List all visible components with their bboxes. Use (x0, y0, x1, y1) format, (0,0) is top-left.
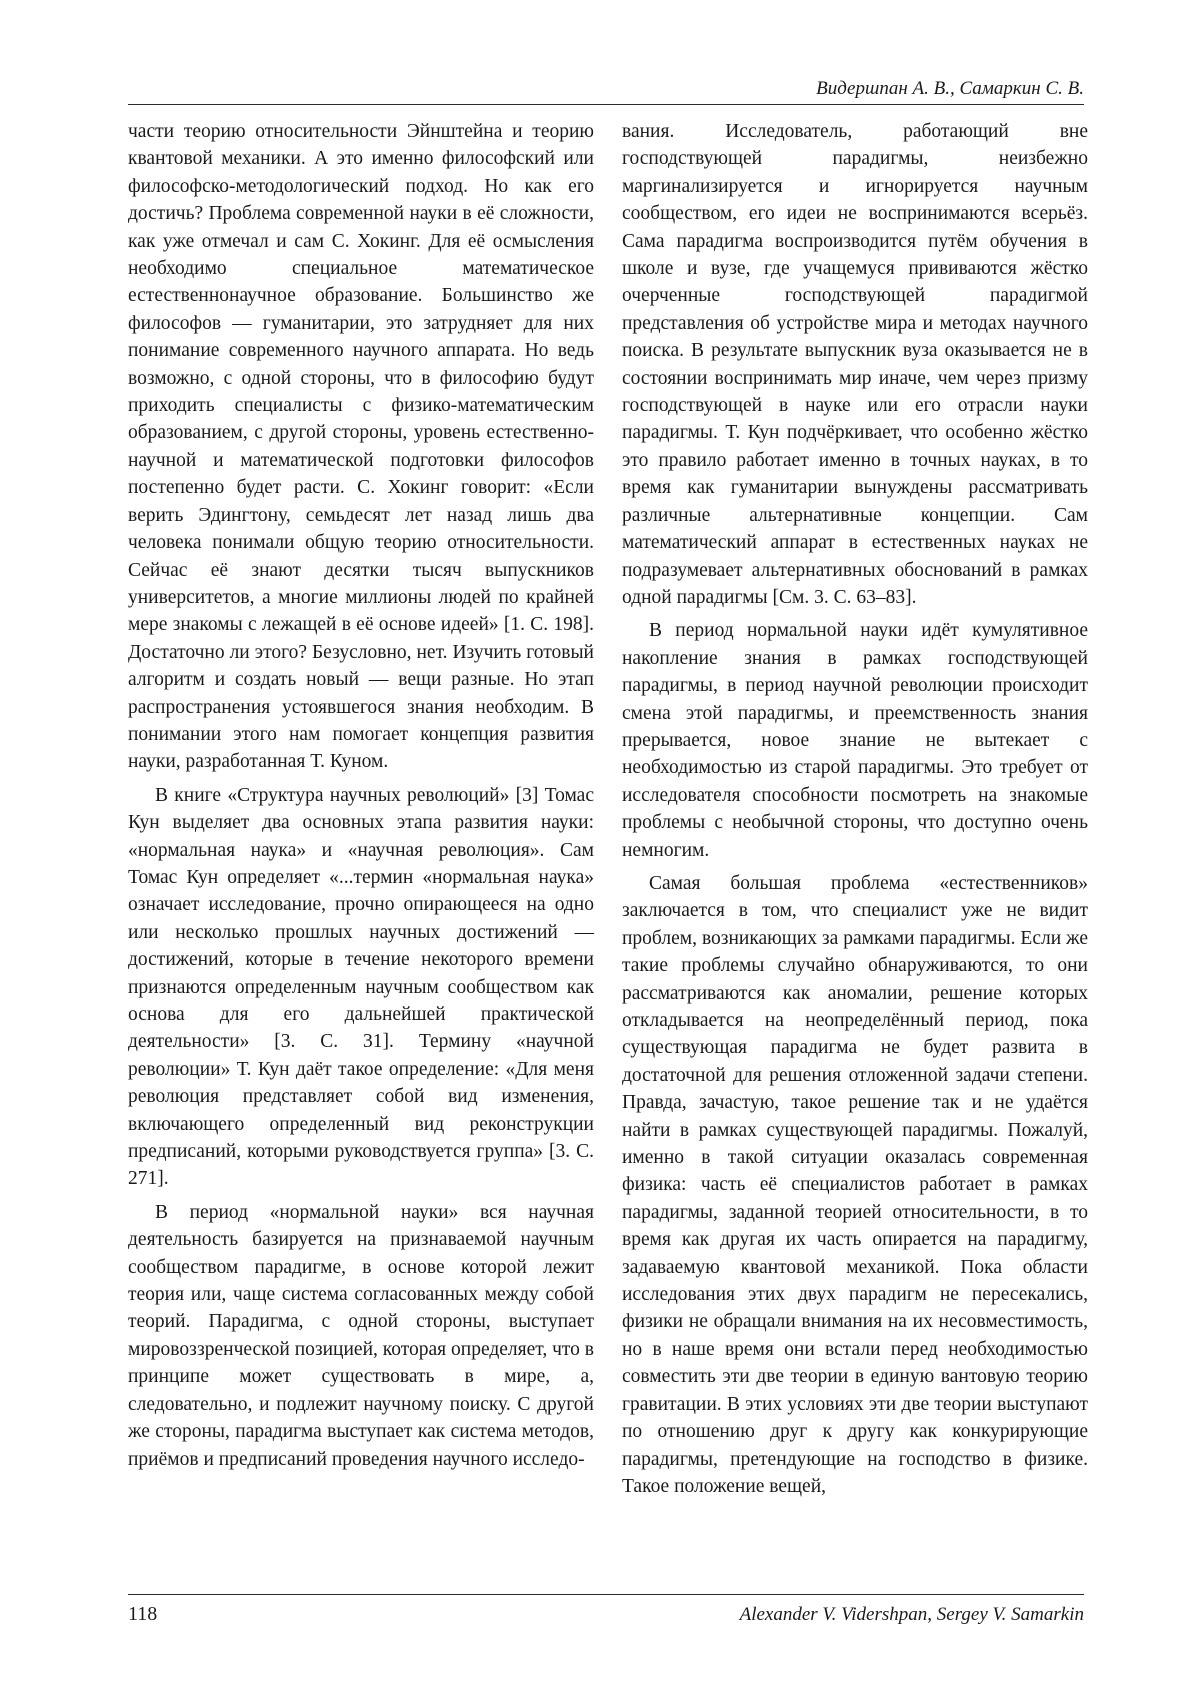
paragraph: части теорию относительности Эйнштейна и теорию квантовой механики. А это именно философский или философско-методологический подход. Но как его достичь? Проблема современной науки в её сложности, как уже отмечал и сам С. Хокинг. Для её осмысления необходимо специальное математическое естественнонаучное образование. Большинство же философов — гуманитарии, это затрудняет для них понимание современного научного аппарата. Но ведь возможно, с одной стороны, что в философию будут приходить специалисты с физико-математическим образованием, с другой стороны, уровень естественно-научной и математической подготовки философов постепенно будет расти. С. Хокинг говорит: «Если верить Эдингтону, семьдесят лет назад лишь два человека понимали общую теорию относительности. Сейчас её знают десятки тысяч выпускников университетов, а многие миллионы людей по крайней мере знакомы с лежащей в её основе идеей» [1. С. 198]. Достаточно ли этого? Безусловно, нет. Изучить готовый алгоритм и создать новый — вещи разные. Но этап распространения устоявшегося знания необходим. В понимании этого нам помогает концепция развития науки, разработанная Т. Куном. (128, 121, 594, 773)
footer-authors-en: Alexander V. Vidershpan, Sergey V. Samarkin (739, 1604, 1084, 1625)
paragraph: В период нормальной науки идёт кумулятивное накопление знания в рамках господствующей парадигмы, в период научной революции происходит смена этой парадигмы, и преемственность знания прерывается, новое знание не вытекает с необходимостью из старой парадигмы. Это требует от исследователя способности посмотреть на знакомые проблемы с необычной стороны, что доступно очень немногим. (622, 620, 1088, 861)
left-column (128, 118, 594, 1473)
footer-rule (128, 1594, 1084, 1595)
paragraph: В период «нормальной науки» вся научная деятельность базируется на признаваемой научным сообществом парадигме, в основе которой лежит теория или, чаще система согласованных между собой теорий. Парадигма, с одной стороны, выступает мировоззренческой позицией, которая определяет, что в принципе может существовать в мире, а, следовательно, и подлежит научному поиску. С другой же стороны, парадигма выступает как система методов, приёмов и предписаний проведения научного исследо- (128, 1201, 594, 1470)
paragraph: В книге «Структура научных революций» [3] Томас Кун выделяет два основных этапа развития науки: «нормальная наука» и «научная революция». Сам Томас Кун определяет «...термин «нормальная наука» означает исследование, прочно опирающееся на одно или несколько прошлых научных достижений — достижений, которые в течение некоторого времени признаются определенным научным сообществом как основа для его дальнейшей практической деятельности» [3. С. 31]. Термину «научной революции» Т. Кун даёт такое определение: «Для меня революция представляет собой вид изменения, включающего определенный вид реконструкции предписаний, которыми руководствуется группа» [3. С. 271]. (128, 784, 594, 1190)
running-head-authors: Видершпан А. В., Самаркин С. В. (816, 78, 1084, 99)
right-column (622, 118, 1088, 1500)
paragraph: Самая большая проблема «естественников» заключается в том, что специалист уже не видит проблем, возникающих за рамками парадигмы. Если же такие проблемы случайно обнаруживаются, то они рассматриваются как аномалии, решение которых откладывается на неопределённый период, пока существующая парадигма не будет развита в достаточной для решения отложенной задачи степени. Правда, зачастую, такое решение так и не удаётся найти в рамках существующей парадигмы. Пожалуй, именно в такой ситуации оказалась современная физика: часть её специалистов работает в рамках парадигмы, заданной теорией относительности, в то время как другая их часть опирается на парадигму, задаваемую квантовой механикой. Пока области исследования этих двух парадигм не пересекались, физики не обращали внимания на их несовместимость, но в наше время они встали перед необходимостью совместить эти две теории в единую вантовую теорию гравитации. В этих условиях эти две теории выступают по отношению друг к другу как конкурирующие парадигмы, претендующие на господство в физике. Такое положение вещей, (622, 872, 1088, 1497)
page-number: 118 (128, 1603, 158, 1625)
paragraph: вания. Исследователь, работающий вне господствующей парадигмы, неизбежно маргинализируется и игнорируется научным сообществом, его идеи не воспринимаются всерьёз. Сама парадигма воспроизводится путём обучения в школе и вузе, где учащемуся прививаются жёстко очерченные господствующей парадигмой представления об устройстве мира и методах научного поиска. В результате выпускник вуза оказывается не в состоянии воспринимать мир иначе, чем через призму господствующей в науке или его отрасли науки парадигмы. Т. Кун подчёркивает, что особенно жёстко это правило работает именно в точных науках, в то время как гуманитарии вынуждены рассматривать различные альтернативные концепции. Сам математический аппарат в естественных науках не подразумевает альтернативных обоснований в рамках одной парадигмы [См. 3. С. 63–83]. (622, 121, 1088, 608)
header-rule (128, 104, 1084, 105)
